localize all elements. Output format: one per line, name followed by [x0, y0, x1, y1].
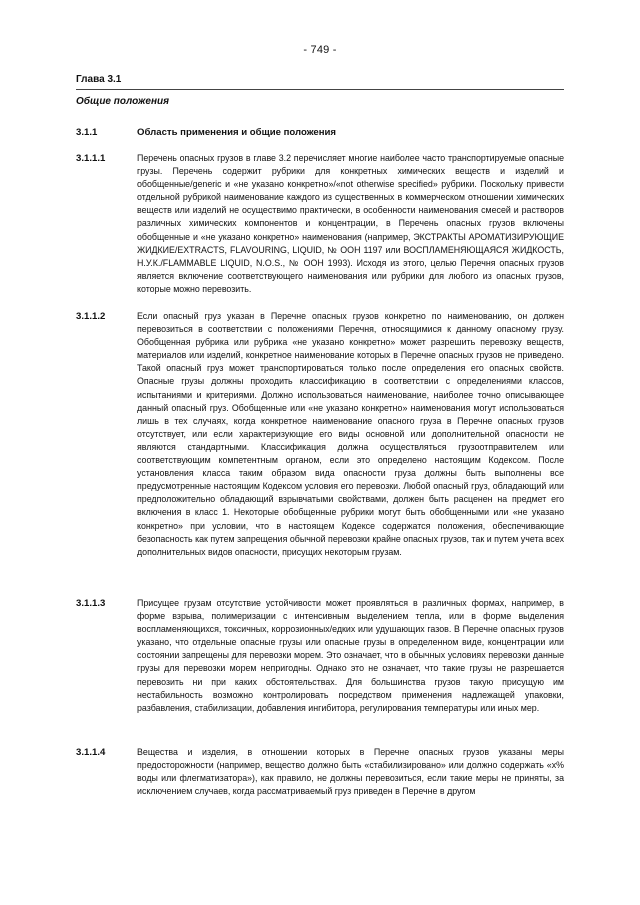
paragraph-text: Присущее грузам отсутствие устойчивости может проявляться в различных формах, например, в форме взрыва, полимеризации с интенсивным выделением тепла, или в форме выделения воспламеняющихся, токсичных, коррозионных/едких или удушающих газов. В Перечне опасных грузов указано, что отдельные опасные грузы или опасные грузы в определенном виде, концентрации или состоянии запрещены для перевозки морем. Это означает, что в обычных условиях перевозки данные грузы для перевозки морем непригодны. Однако это не означает, что такие грузы не разрешается перевозить ни при каких обстоятельствах. Для большинства грузов такую присущую им нестабильность возможно контролировать посредством применения надлежащей упаковки, разбавления, стабилизации, добавления ингибитора, регулирования температуры или иных мер. — [137, 598, 564, 713]
paragraph-number: 3.1.1.3 — [76, 598, 106, 609]
paragraph-3-1-1-1 — [76, 152, 564, 292]
chapter-title: Глава 3.1 — [76, 74, 122, 85]
section-title: Общие положения — [76, 96, 170, 107]
paragraph-text: Перечень опасных грузов в главе 3.2 перечисляет многие наиболее часто транспортируемые опасные грузы. Перечень содержит рубрики для конкретных химических веществ и изделий и обобщенные/generic и «не указано конкретно»/«not otherwise specified» рубрики. Поскольку привести отдельной рубрикой наименование каждого из существенных в коммерческом отношении химических веществ или изделий не осуществимо практически, в особенности наименования смесей и растворов различных химических компонентов и концентрации, в Перечень опасных грузов включены обобщенные и «не указано конкретно» наименования (например, ЭКСТРАКТЫ АРОМАТИЗИРУЮЩИЕ ЖИДКИЕ/EXTRACTS, FLAVOURING, LIQUID, № ООН 1197 или ВОСПЛАМЕНЯЮЩАЯСЯ ЖИДКОСТЬ, Н.У.К./FLAMMABLE LIQUID, N.O.S., № ООН 1993). Исходя из этого, целью Перечня опасных грузов является включение соответствующего наименования или рубрики для любого из опасных грузов, которые можно перевозить. — [137, 153, 564, 294]
paragraph-text: Вещества и изделия, в отношении которых в Перечне опасных грузов указаны меры предосторожности (например, вещество должно быть «стабилизировано» или должно содержать «х% воды или флегматизатора»), как правило, не должны перевозиться, если такие меры не приняты, за исключением случаев, когда рассматриваемый груз приведен в Перечне в другом — [137, 747, 564, 797]
section-heading: Область применения и общие положения — [137, 127, 337, 138]
section-number: 3.1.1 — [76, 127, 98, 138]
section-3-1-1 — [76, 126, 564, 140]
paragraph-number: 3.1.1.4 — [76, 747, 106, 758]
header-divider — [76, 89, 564, 90]
paragraph-text: Если опасный груз указан в Перечне опасных грузов конкретно по наименованию, он должен перевозиться в соответствии с положениями Перечня, относящимися к данному опасному грузу. Обобщенная рубрика или рубрика «не указано конкретно» может разрешить перевозку веществ, материалов или изделий, конкретное наименование которых в Перечне опасных грузов не приведено. Такой опасный груз может транспортироваться только после определения его опасных свойств. Опасные грузы должны проходить классификацию в соответствии с определениями классов, испытаниями и критериями. Должно использоваться наименование, наиболее точно описывающее данный опасный груз. Обобщенные или «не указано конкретно» наименования могут использоваться лишь в тех случаях, когда конкретное наименование опасного груза в Перечне опасных грузов отсутствует, или если характеризующие его виды основной или дополнительной опасности не являются стандартными. Классификация должна осуществляться грузоотправителем или соответствующим компетентным органом, если это определено настоящим Кодексом. После установления класса таким образом вида опасности груза должны быть выполнены все предусмотренные настоящим Кодексом условия его перевозки. Любой опасный груз, обладающий или предположительно обладающий взрывчатыми свойствами, должен быть расценен на предмет его включения в класс 1. Некоторые обобщенные рубрики могут быть обобщенными или «не указано конкретно» при условии, что в настоящем Кодексе содержатся положения, обеспечивающие безопасность как путем запрещения обычной перевозки крайне опасных грузов, так и путем учета всех дополнительных видов опасности, присущих некоторым грузам. — [137, 311, 564, 557]
paragraph-number: 3.1.1.2 — [76, 311, 106, 322]
paragraph-number: 3.1.1.1 — [76, 153, 106, 164]
paragraph-3-1-1-4 — [76, 746, 564, 806]
paragraph-3-1-1-3 — [76, 597, 564, 737]
paragraph-3-1-1-2 — [76, 310, 564, 590]
page-number: - 749 - — [303, 44, 337, 56]
